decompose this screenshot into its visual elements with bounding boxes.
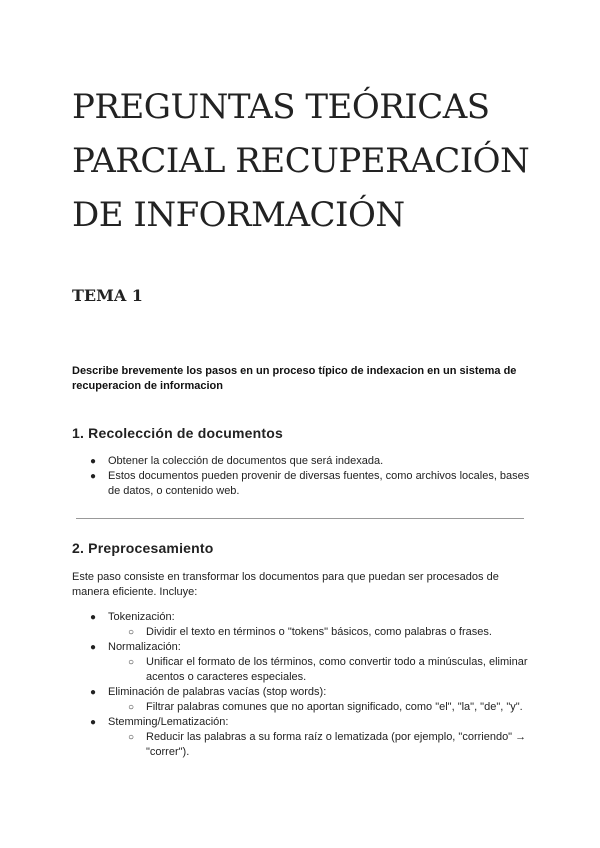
circle-bullet-icon: ○ bbox=[128, 732, 135, 743]
question-text: Describe brevemente los pasos en un proceso típico de indexacion en un sistema de recuperacion de informacion bbox=[72, 365, 517, 392]
list-item-label: Tokenización: bbox=[108, 611, 175, 623]
circle-bullet-icon: ○ bbox=[128, 627, 135, 638]
sub-list-item bbox=[128, 730, 540, 760]
sub-list-item-text: Reducir las palabras a su forma raíz o lematizada (por ejemplo, "corriendo" → "correr"). bbox=[146, 731, 527, 758]
bullet-icon: ● bbox=[90, 456, 97, 467]
title-line-3: DE INFORMACIÓN bbox=[72, 195, 405, 235]
sub-list-item-text: Dividir el texto en términos o "tokens" básicos, como palabras o frases. bbox=[146, 626, 492, 638]
document-title bbox=[72, 80, 552, 242]
sub-list bbox=[108, 655, 540, 685]
section-1-heading: 1. Recolección de documentos bbox=[72, 425, 283, 441]
sub-list-item-text: Unificar el formato de los términos, como convertir todo a minúsculas, eliminar acentos o caracteres especiales. bbox=[146, 656, 528, 683]
bullet-icon: ● bbox=[90, 471, 97, 482]
section-1-list bbox=[90, 454, 530, 499]
sub-list bbox=[108, 700, 540, 715]
list-item bbox=[90, 469, 530, 499]
list-item-label: Normalización: bbox=[108, 641, 181, 653]
section-divider bbox=[76, 518, 524, 519]
circle-bullet-icon: ○ bbox=[128, 702, 135, 713]
sub-list bbox=[108, 625, 540, 640]
sub-list-item bbox=[128, 700, 540, 715]
sub-list-item bbox=[128, 655, 540, 685]
list-item-text: Obtener la colección de documentos que será indexada. bbox=[108, 455, 384, 467]
list-item bbox=[90, 685, 540, 715]
section-2-list bbox=[90, 610, 540, 760]
list-item-text: Estos documentos pueden provenir de diversas fuentes, como archivos locales, bases de datos, o contenido web. bbox=[108, 470, 530, 497]
sub-list-item-text: Filtrar palabras comunes que no aportan significado, como "el", "la", "de", "y". bbox=[146, 701, 523, 713]
bullet-icon: ● bbox=[90, 717, 97, 728]
section-2-intro: Este paso consiste en transformar los documentos para que puedan ser procesados de manera eficiente. Incluye: bbox=[72, 571, 499, 598]
bullet-icon: ● bbox=[90, 687, 97, 698]
section-2-heading: 2. Preprocesamiento bbox=[72, 540, 214, 556]
bullet-icon: ● bbox=[90, 642, 97, 653]
list-item bbox=[90, 715, 540, 760]
bullet-icon: ● bbox=[90, 612, 97, 623]
sub-list bbox=[108, 730, 540, 760]
title-line-1: PREGUNTAS TEÓRICAS bbox=[72, 87, 490, 127]
list-item-label: Stemming/Lematización: bbox=[108, 716, 229, 728]
title-line-2: PARCIAL RECUPERACIÓN bbox=[72, 141, 530, 181]
list-item bbox=[90, 640, 540, 685]
list-item bbox=[90, 454, 530, 469]
sub-list-item bbox=[128, 625, 540, 640]
circle-bullet-icon: ○ bbox=[128, 657, 135, 668]
list-item bbox=[90, 610, 540, 640]
list-item-label: Eliminación de palabras vacías (stop words): bbox=[108, 686, 327, 698]
tema-heading: TEMA 1 bbox=[72, 286, 143, 305]
